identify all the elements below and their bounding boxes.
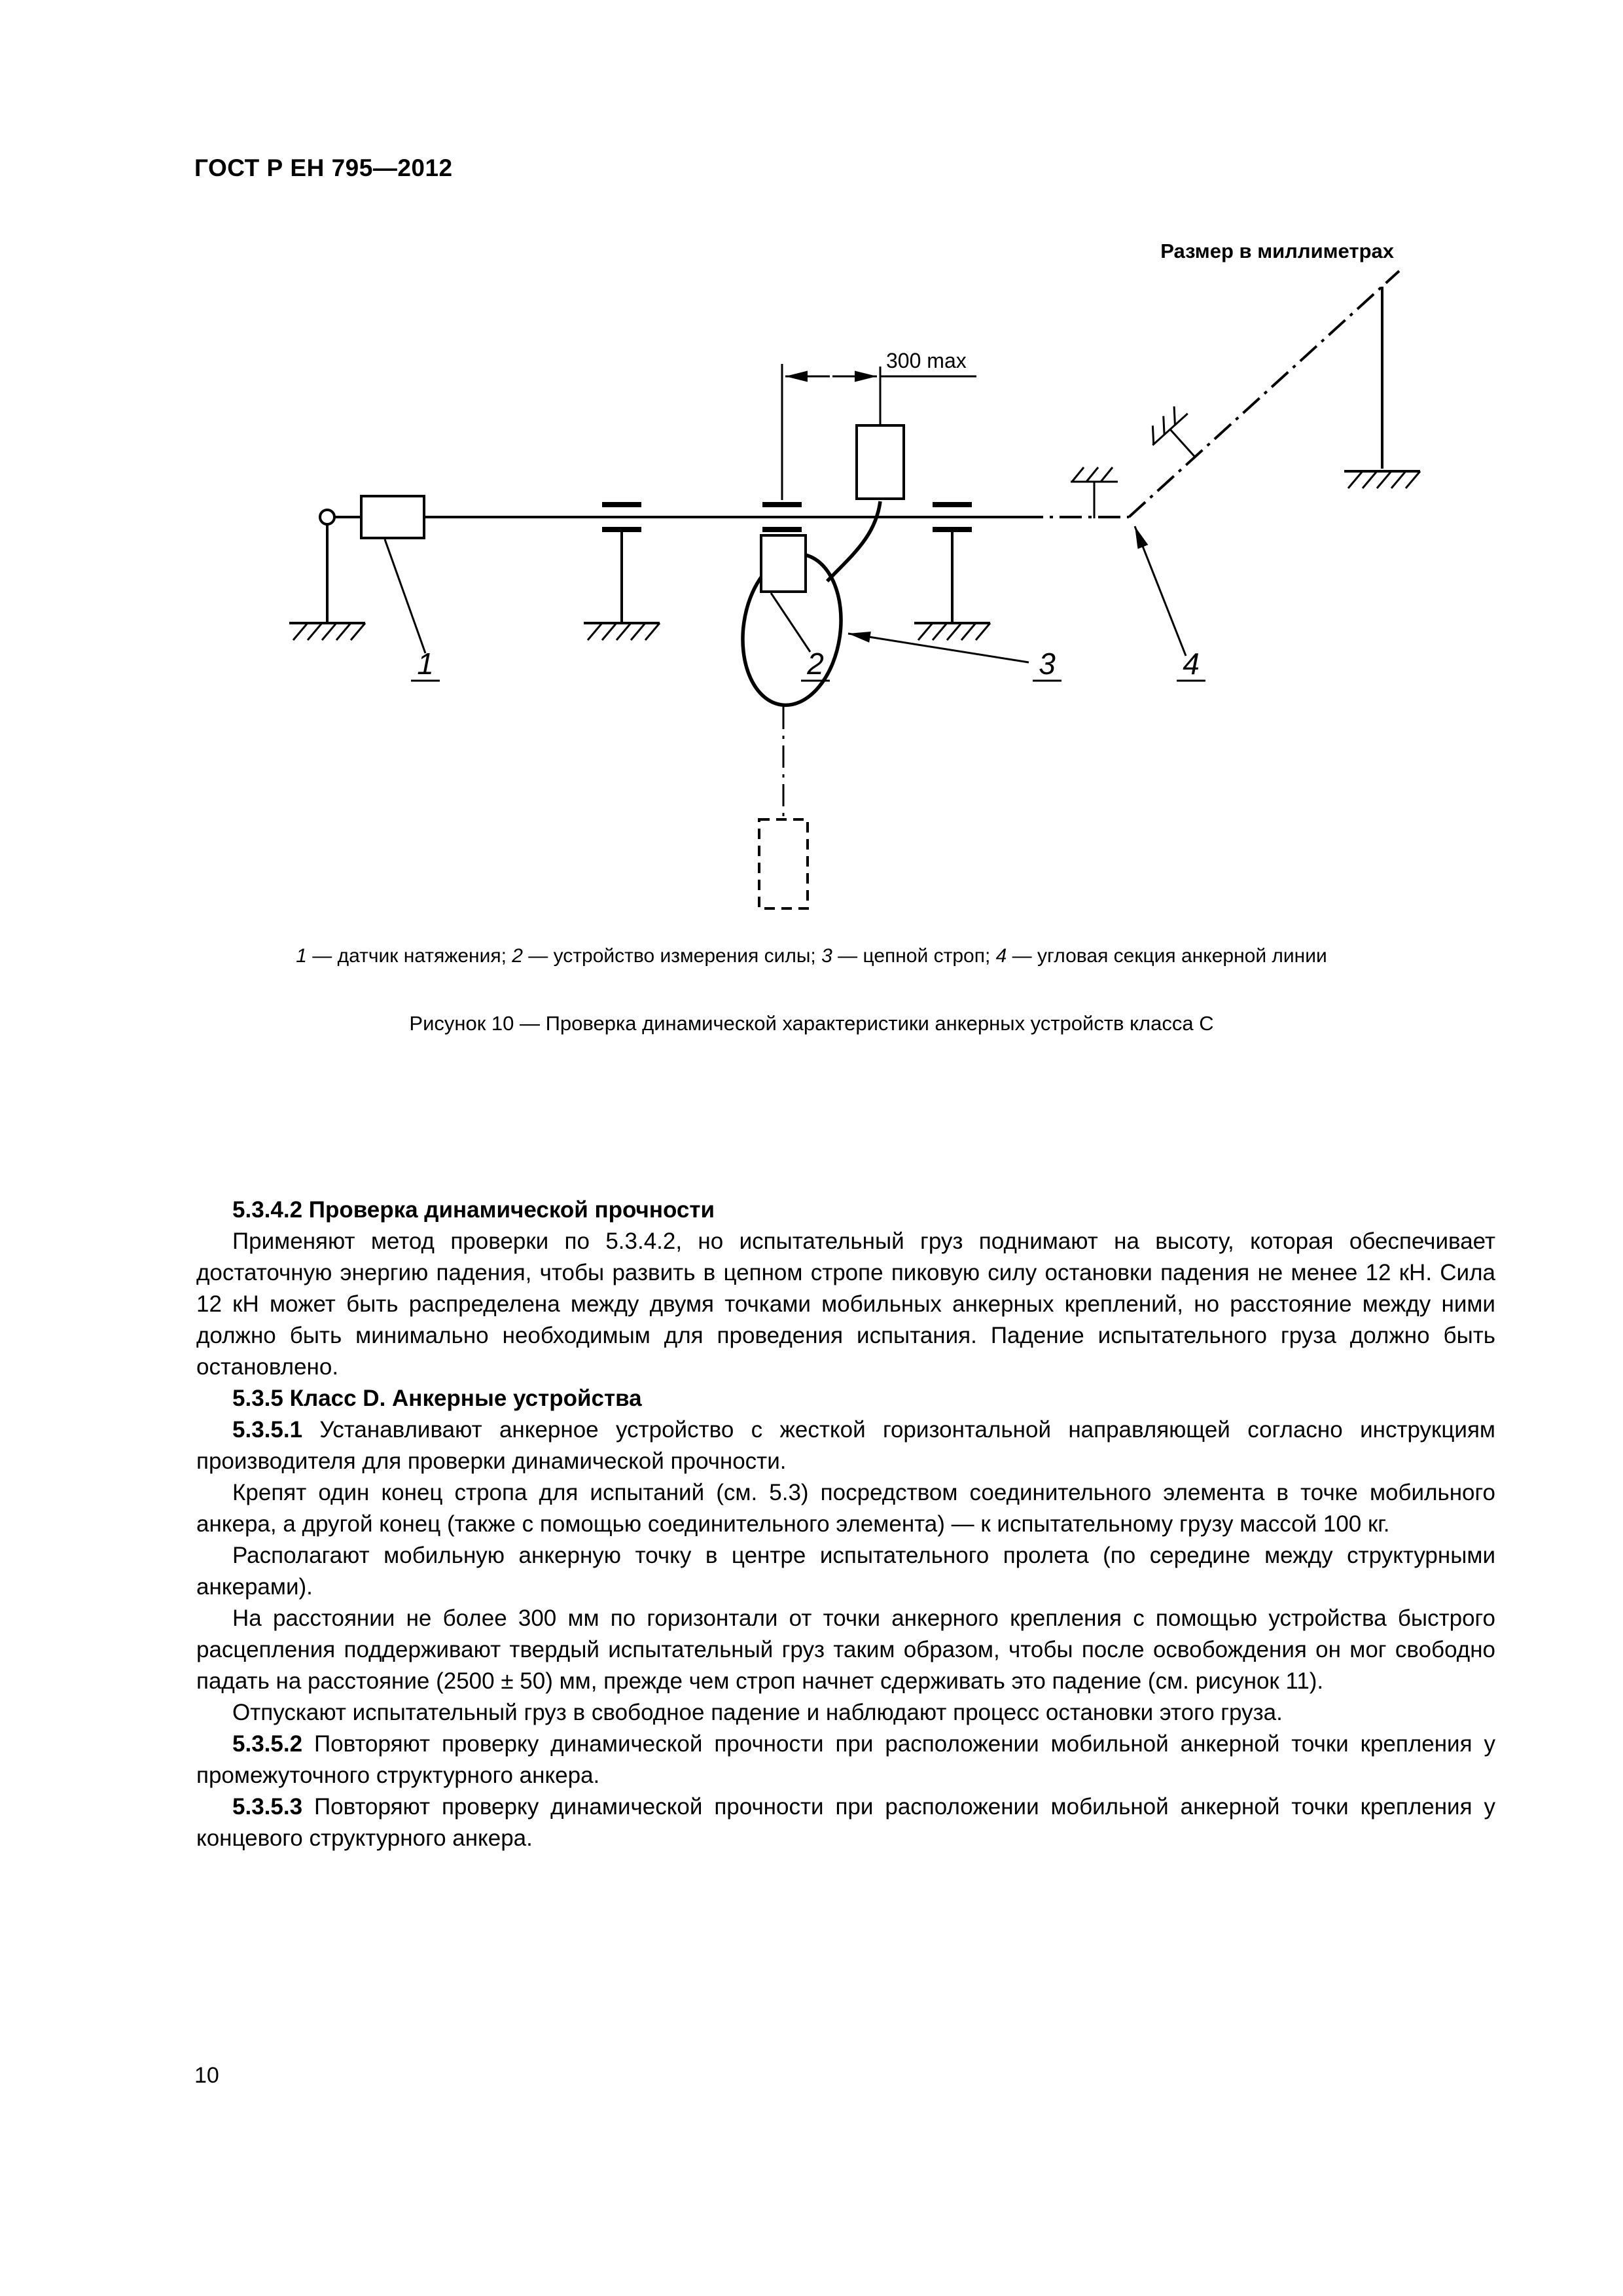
suspended-load xyxy=(782,364,904,500)
clause-heading: 5.3.5 Класс D. Анкерные устройства xyxy=(232,1386,642,1411)
dimension-label: 300 max xyxy=(886,349,967,372)
paragraph: 5.3.5.2 Повторяют проверку динамической прочности при расположении мобильной анкерной точки крепления у промежуточного структурного анкера. xyxy=(196,1731,1495,1788)
figure-legend xyxy=(118,945,1505,967)
legend-item: 3 — цепной строп; xyxy=(821,945,996,967)
ground-symbol xyxy=(914,623,990,640)
svg-text:2: 2 xyxy=(807,647,824,681)
legend-item: 4 — угловая секция анкерной линии xyxy=(995,945,1327,967)
paragraph: 5.3.5.1 Устанавливают анкерное устройство с жесткой горизонтальной направляющей согласно инструкциям производителя для проверки динамической прочности. xyxy=(196,1417,1495,1474)
paragraph: Применяют метод проверки по 5.3.4.2, но испытательный груз поднимают на высоту, которая обеспечивает достаточную энергию падения, чтобы развить в цепном стропе пиковую силу остановки падения не менее 12 кН. Сила 12 кН может быть распределена между двумя точками мобильных анкерных креплений, но расстояние между ними должно быть минимально необходимым для проведения испытания. Падение испытательного груза должно быть остановлено. xyxy=(196,1229,1495,1380)
paragraph: 5.3.5.3 Повторяют проверку динамической прочности при расположении мобильной анкерной точки крепления у концевого структурного анкера. xyxy=(196,1794,1495,1851)
page-number: 10 xyxy=(194,2063,219,2088)
clause-heading: 5.3.4.2 Проверка динамической прочности xyxy=(232,1197,715,1223)
ground-symbol xyxy=(1344,471,1420,488)
callout-2 xyxy=(771,593,830,681)
force-measuring-device xyxy=(761,535,806,592)
svg-text:1: 1 xyxy=(417,647,434,681)
svg-text:3: 3 xyxy=(1039,647,1056,681)
figure-caption: Рисунок 10 — Проверка динамической характеристики анкерных устройств класса С xyxy=(409,1012,1214,1035)
callout-3 xyxy=(848,634,1061,681)
paragraph: Крепят один конец стропа для испытаний (см. 5.3) посредством соединительного элемента в точке мобильного анкера, а другой конец (также с помощью соединительного элемента) — к испытательному грузу массой 100 кг. xyxy=(196,1480,1495,1537)
body-text xyxy=(196,1194,1495,1854)
ground-symbol xyxy=(584,623,660,640)
ground-symbol xyxy=(289,623,365,640)
paragraph: На расстоянии не более 300 мм по горизонтали от точки анкерного крепления с помощью устройства быстрого расцепления поддерживают твердый испытательный груз таким образом, чтобы после освобождения он мог свободно падать на расстояние (2500 ± 50) мм, прежде чем строп начнет сдерживать это падение (см. рисунок 11). xyxy=(196,1605,1495,1694)
units-note: Размер в миллиметрах xyxy=(1160,240,1394,262)
legend-item: 1 — датчик натяжения; xyxy=(296,945,512,967)
callout-1 xyxy=(385,539,440,681)
structural-anchor-bracket xyxy=(1071,467,1118,518)
test-mass-phantom xyxy=(759,707,808,908)
structural-anchor-bracket xyxy=(1143,403,1213,473)
figure-diagram xyxy=(262,262,1440,956)
support-post xyxy=(933,505,972,622)
svg-text:4: 4 xyxy=(1183,647,1200,681)
paragraph: Располагают мобильную анкерную точку в центре испытательного пролета (по середине между структурными анкерами). xyxy=(196,1543,1495,1600)
callout-4 xyxy=(1135,526,1205,681)
paragraph: Отпускают испытательный груз в свободное падение и наблюдают процесс остановки этого груза. xyxy=(232,1700,1283,1725)
document-number: ГОСТ Р ЕН 795—2012 xyxy=(194,154,453,181)
legend-item: 2 — устройство измерения силы; xyxy=(512,945,822,967)
support-post xyxy=(602,505,641,622)
